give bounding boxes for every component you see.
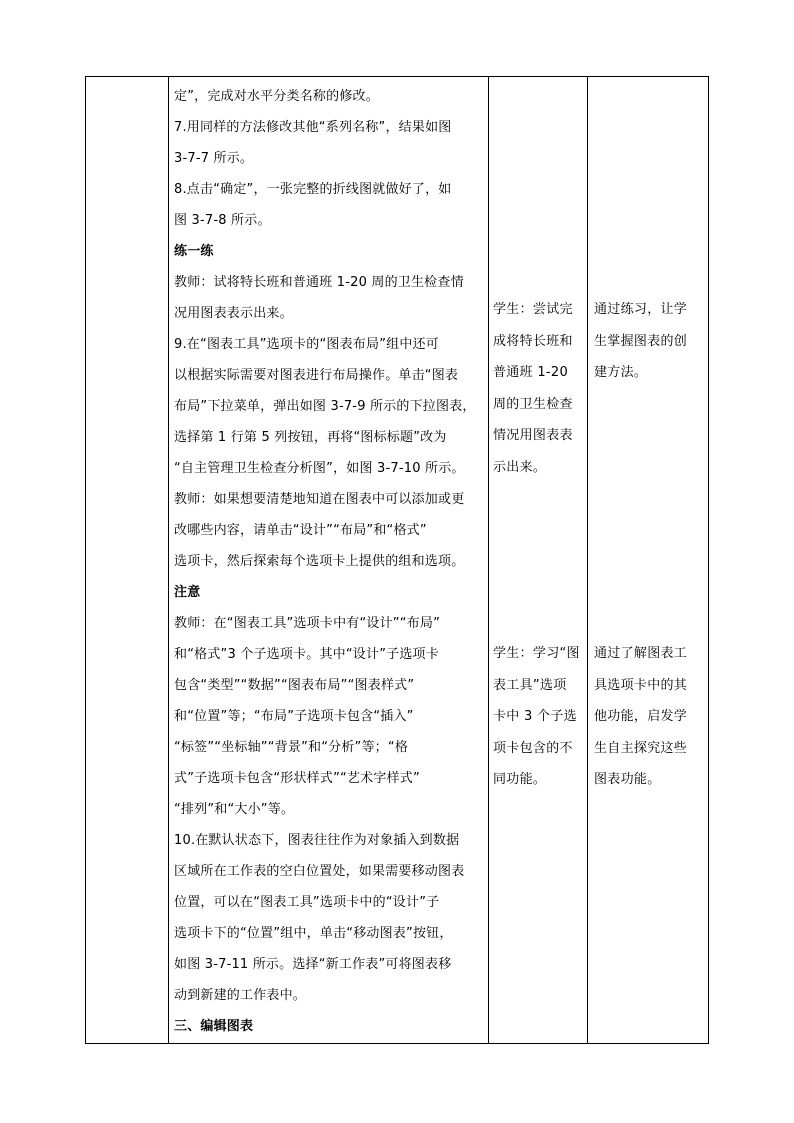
design-purpose-line: 图表功能。 — [594, 772, 661, 787]
student-activity-line: 示出来。 — [493, 459, 547, 475]
content-line: 选择第 1 行第 5 列按钮，再将“图标标题”改为 — [174, 430, 447, 445]
content-line: 选项卡，然后探索每个选项卡上提供的组和选项。 — [174, 554, 465, 569]
content-line: 8.点击“确定”，一张完整的折线图就做好了，如 — [174, 182, 452, 197]
content-line: 定”，完成对水平分类名称的修改。 — [174, 89, 379, 104]
student-activity-line: 周的卫生检查 — [493, 396, 573, 412]
section-heading: 练一练 — [174, 244, 214, 259]
student-activity-line: 同功能。 — [493, 772, 547, 787]
content-line: 包含“类型”“数据”“图表布局”“图表样式” — [174, 678, 415, 693]
design-purpose-line: 他功能，启发学 — [594, 709, 688, 724]
content-line: 和“格式”3 个子选项卡。其中“设计”子选项卡 — [174, 647, 439, 662]
lesson-plan-table — [85, 76, 709, 1044]
design-purpose-line: 生掌握图表的创 — [594, 333, 688, 349]
student-activity-line: 情况用图表表 — [493, 428, 573, 443]
content-line: 位置，可以在“图表工具”选项卡中的“设计”子 — [174, 895, 440, 910]
content-line: 10.在默认状态下，图表往往作为对象插入到数据 — [174, 833, 460, 848]
design-purpose-line: 通过了解图表工 — [594, 646, 688, 661]
content-line: 和“位置”等；“布局”子选项卡包含“插入” — [174, 709, 414, 724]
content-line: 式”子选项卡包含“形状样式”“艺术字样式” — [174, 771, 420, 786]
design-purpose-line: 建方法。 — [594, 365, 648, 380]
design-purpose-tools — [594, 638, 687, 796]
content-line: “自主管理卫生检查分析图”，如图 3-7-10 所示。 — [174, 461, 465, 476]
content-line: 况用图表表示出来。 — [174, 306, 293, 321]
content-line: 图 3-7-8 所示。 — [174, 213, 271, 228]
content-line: 布局”下拉菜单，弹出如图 3-7-9 所示的下拉图表， — [174, 399, 476, 414]
student-activity-line: 成将特长班和 — [493, 333, 573, 349]
teaching-content-cell — [169, 77, 489, 1044]
design-purpose-line: 通过练习，让学 — [594, 302, 688, 317]
content-line: 教师：试将特长班和普通班 1-20 周的卫生检查情 — [174, 275, 464, 290]
content-line: 9.在“图表工具”选项卡的“图表布局”组中还可 — [174, 337, 439, 352]
content-line: “排列”和“大小”等。 — [174, 802, 295, 817]
section-heading: 三、编辑图表 — [174, 1019, 254, 1034]
content-line: 改哪些内容，请单击“设计”“布局”和“格式” — [174, 523, 427, 538]
student-activity-cell — [489, 77, 588, 1044]
content-line: 动到新建的工作表中。 — [174, 988, 307, 1003]
content-line: 以根据实际需要对图表进行布局操作。单击“图表 — [174, 368, 459, 383]
design-purpose-cell — [588, 77, 709, 1044]
content-line: 如图 3-7-11 所示。选择“新工作表”可将图表移 — [174, 957, 452, 972]
content-line: 区域所在工作表的空白位置处，如果需要移动图表 — [174, 864, 465, 879]
student-activity-line: 卡中 3 个子选 — [493, 709, 577, 724]
design-purpose-line: 生自主探究这些 — [594, 740, 688, 756]
student-activity-practice — [493, 294, 573, 483]
content-line: 3-7-7 所示。 — [174, 151, 254, 166]
student-activity-line: 学生：学习“图 — [493, 646, 580, 661]
student-activity-tools — [493, 638, 580, 796]
design-purpose-line: 具选项卡中的其 — [594, 677, 688, 693]
content-line: “标签”“坐标轴”“背景”和“分析”等；“格 — [174, 740, 409, 755]
content-line: 教师：在“图表工具”选项卡中有“设计”“布局” — [174, 616, 441, 631]
design-purpose-practice — [594, 294, 687, 389]
student-activity-line: 表工具”选项 — [493, 677, 567, 693]
student-activity-line: 学生：尝试完 — [493, 302, 573, 317]
blank-column-cell — [86, 77, 169, 1044]
content-line: 7.用同样的方法修改其他“系列名称”，结果如图 — [174, 120, 452, 135]
content-line: 教师：如果想要清楚地知道在图表中可以添加或更 — [174, 492, 465, 507]
section-heading: 注意 — [174, 585, 201, 600]
student-activity-line: 项卡包含的不 — [493, 740, 573, 756]
teaching-content — [174, 81, 483, 1042]
student-activity-line: 普通班 1-20 — [493, 365, 569, 380]
content-line: 选项卡下的“位置”组中，单击“移动图表”按钮， — [174, 926, 453, 941]
